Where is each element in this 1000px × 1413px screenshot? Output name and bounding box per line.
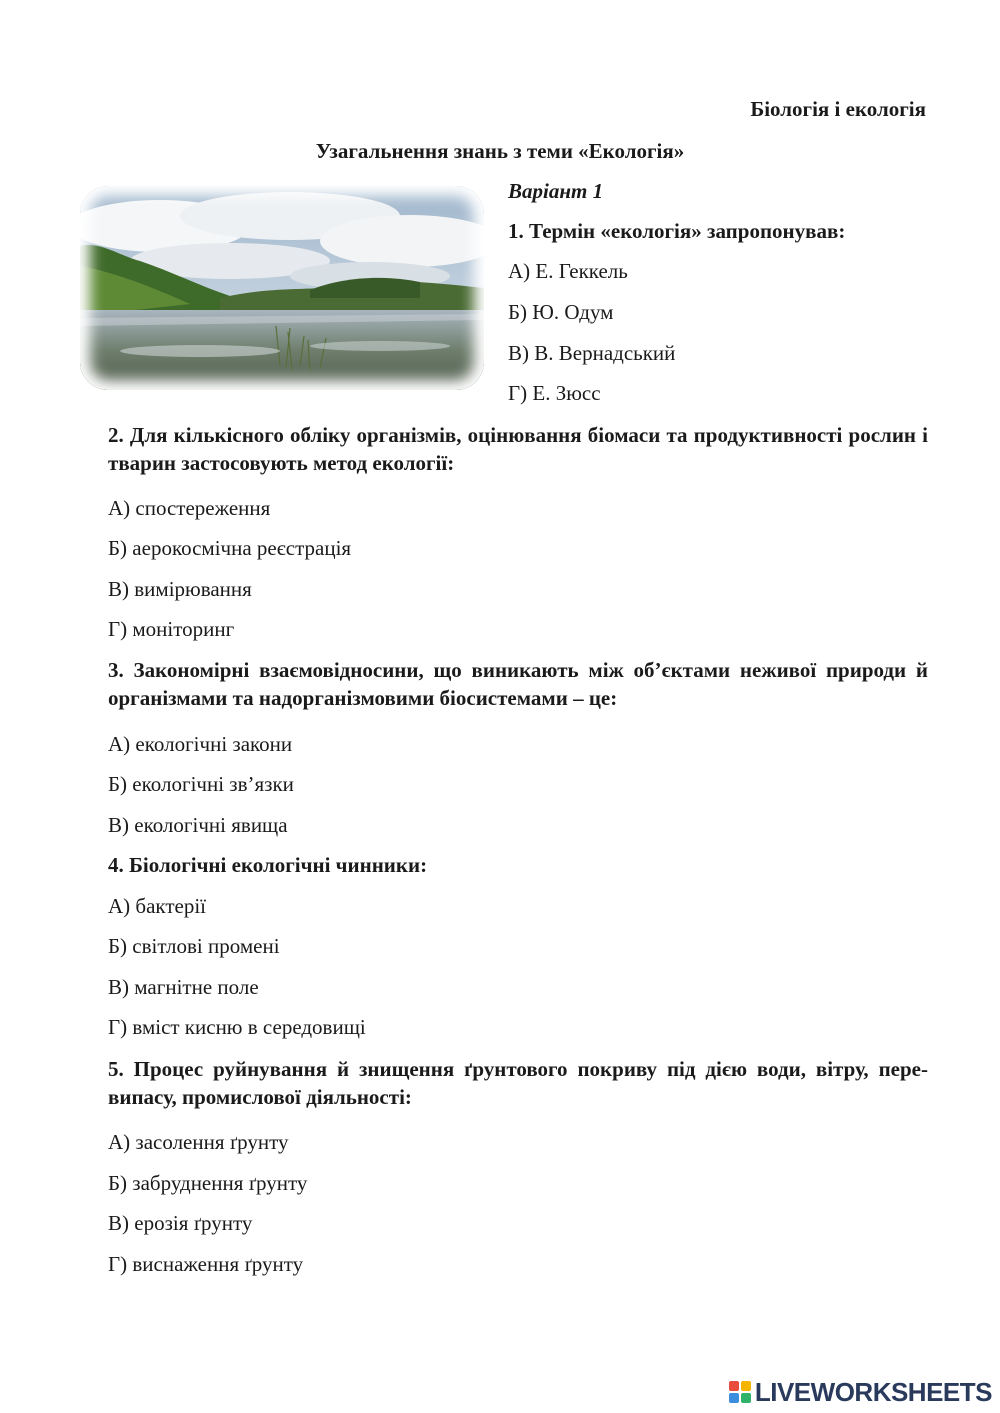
question-2-option-d[interactable]: Г) моніторинг [108, 617, 235, 641]
topic-title: Узагальнення знань з теми «Екологія» [315, 139, 685, 163]
question-1-option-a[interactable]: А) Е. Геккель [508, 259, 628, 283]
question-4-option-d[interactable]: Г) вміст кисню в середовищі [108, 1015, 366, 1039]
question-4-option-b[interactable]: Б) світлові промені [108, 934, 280, 958]
logo-text: LIVEWORKSHEETS [754, 1376, 992, 1407]
question-5-option-b[interactable]: Б) забруднення ґрунту [108, 1171, 308, 1195]
question-4-option-a[interactable]: А) бактерії [108, 894, 207, 918]
question-2-option-b[interactable]: Б) аерокосмічна реєстрація [108, 536, 352, 560]
question-4-text: 4. Біологічні екологічні чинники: [108, 853, 428, 877]
variant-label: Варіант 1 [508, 179, 604, 203]
question-1-text: 1. Термін «екологія» запропонував: [508, 219, 846, 243]
question-5-option-d[interactable]: Г) виснаження ґрунту [108, 1252, 304, 1276]
question-1-option-c[interactable]: В) В. Вернадський [508, 341, 676, 365]
question-5-option-c[interactable]: В) ерозія ґрунту [108, 1211, 253, 1235]
liveworksheets-logo [729, 1376, 992, 1407]
question-5-option-a[interactable]: А) засолення ґрунту [108, 1130, 289, 1154]
question-3-option-c[interactable]: В) екологічні явища [108, 813, 288, 837]
question-5-text: 5. Процес руйнування й знищення ґрунтового покриву під дією води, вітру, пере- випасу, промислової діяльності: [108, 1057, 928, 1109]
question-1-option-d[interactable]: Г) Е. Зюсс [508, 381, 601, 405]
question-4-option-c[interactable]: В) магнітне поле [108, 975, 259, 999]
question-2-option-a[interactable]: А) спостереження [108, 496, 271, 520]
subject-title: Біологія і екологія [750, 97, 926, 121]
question-1-option-b[interactable]: Б) Ю. Одум [508, 300, 614, 324]
question-3-text: 3. Закономірні взаємовідносини, що виникають між об’єктами неживої природи й організмами та надорганізмовими біосистемами – це: [108, 658, 928, 710]
question-3-option-a[interactable]: А) екологічні закони [108, 732, 293, 756]
river-landscape-photo [80, 186, 484, 390]
logo-mark-icon [729, 1381, 751, 1403]
question-2-option-c[interactable]: В) вимірювання [108, 577, 252, 601]
question-2-text: 2. Для кількісного обліку організмів, оцінювання біомаси та продуктивності рослин і тварин застосовують метод екології: [108, 423, 928, 475]
question-3-option-b[interactable]: Б) екологічні зв’язки [108, 772, 294, 796]
